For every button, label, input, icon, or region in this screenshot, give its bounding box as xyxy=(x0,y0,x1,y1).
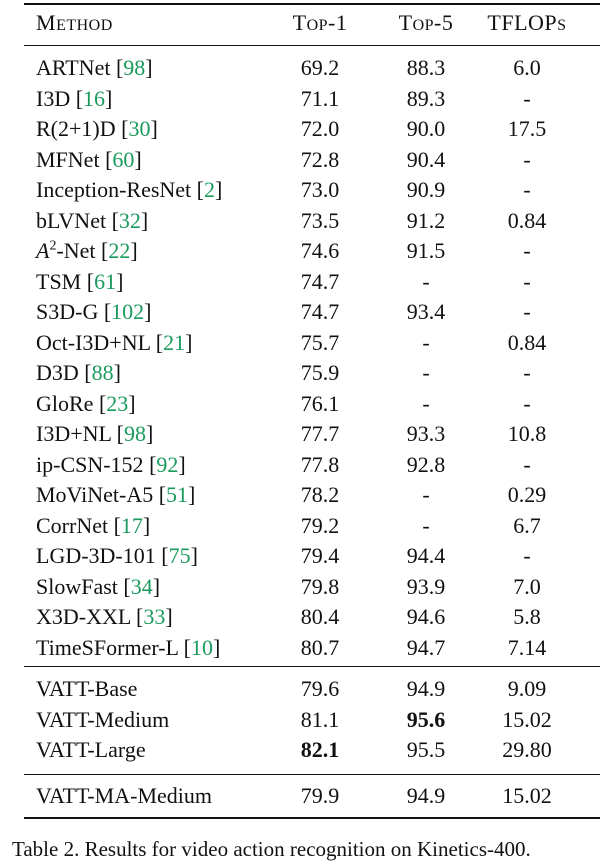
top1-cell: 79.9 xyxy=(300,783,340,808)
top5-cell: - xyxy=(422,329,430,355)
top1-cell: 79.8 xyxy=(300,573,340,599)
ref-close: ] xyxy=(178,451,186,477)
citation-ref: 23 xyxy=(106,390,129,416)
method-name: VATT-Base xyxy=(36,676,138,701)
tflops-cell: 0.29 xyxy=(507,482,547,507)
ref-close: ] xyxy=(140,207,149,233)
ref-open: [ xyxy=(150,329,164,355)
citation-ref: 16 xyxy=(83,85,106,111)
method-cell xyxy=(36,541,198,571)
top5-cell: - xyxy=(422,360,430,385)
tflops-cell: 0.84 xyxy=(507,207,547,233)
tflops-cell: - xyxy=(523,360,531,385)
top1-cell: 80.7 xyxy=(300,634,340,660)
top5-cell: 93.3 xyxy=(406,421,446,446)
group-rule-1 xyxy=(24,666,600,667)
top5-cell: 90.4 xyxy=(406,146,446,172)
top1-cell: 75.9 xyxy=(300,360,340,385)
method-cell xyxy=(36,53,153,83)
ref-open: [ xyxy=(155,543,169,568)
top1-cell: 81.1 xyxy=(300,706,340,732)
table-row xyxy=(24,358,600,388)
method-name: S3D-G xyxy=(36,299,99,324)
table-row xyxy=(24,419,600,449)
ref-close: ] xyxy=(134,146,142,172)
method-cell xyxy=(36,114,158,144)
method-name: VATT-MA-Medium xyxy=(36,783,213,808)
method-cell xyxy=(36,419,153,449)
top5-cell: 94.9 xyxy=(406,676,446,701)
method-name: Oct-I3D+NL xyxy=(36,329,151,355)
top5-cell: 94.4 xyxy=(406,543,446,568)
citation-ref: 92 xyxy=(156,451,179,477)
tflops-cell: 7.14 xyxy=(507,634,547,660)
top1-cell: 69.2 xyxy=(300,55,340,80)
citation-ref: 61 xyxy=(94,268,117,294)
tflops-cell: - xyxy=(523,146,531,172)
method-name: SlowFast xyxy=(36,573,118,599)
tflops-cell: 0.84 xyxy=(507,329,547,355)
tflops-cell: - xyxy=(523,177,531,202)
ref-close: ] xyxy=(128,390,136,416)
tflops-cell: 29.80 xyxy=(502,737,552,762)
ref-open: [ xyxy=(153,482,167,507)
top5-cell: - xyxy=(422,268,430,294)
top1-cell: 77.7 xyxy=(300,421,340,446)
tflops-cell: 7.0 xyxy=(513,573,541,599)
top1-cell: 80.4 xyxy=(300,604,340,629)
top1-cell: 79.2 xyxy=(300,512,340,538)
top5-cell: - xyxy=(422,390,430,416)
method-cell xyxy=(36,705,169,735)
ref-open: [ xyxy=(111,421,124,446)
top-rule xyxy=(24,3,600,5)
method-cell xyxy=(36,328,192,358)
method-name: R(2+1)D xyxy=(36,116,116,141)
method-name: TSM xyxy=(36,268,82,294)
ref-open: [ xyxy=(117,573,131,599)
citation-ref: 98 xyxy=(123,55,146,80)
method-cell xyxy=(36,236,138,266)
top5-cell: 92.8 xyxy=(406,451,446,477)
tflops-cell: - xyxy=(523,299,531,324)
citation-ref: 30 xyxy=(128,116,151,141)
citation-ref: 51 xyxy=(166,482,189,507)
ref-close: ] xyxy=(145,55,153,80)
ref-open: [ xyxy=(98,299,112,324)
top1-cell: 74.6 xyxy=(300,238,340,263)
table-row xyxy=(24,297,600,327)
citation-ref: 98 xyxy=(123,421,146,446)
header-top1: TOP-1 xyxy=(292,10,348,35)
ref-open: [ xyxy=(81,268,95,294)
top1-cell: 73.5 xyxy=(300,207,340,233)
top1-cell: 79.4 xyxy=(300,543,340,568)
ref-close: ] xyxy=(190,543,198,568)
method-name: MoViNet-A5 xyxy=(36,482,154,507)
method-cell xyxy=(36,206,148,236)
method-cell xyxy=(36,450,186,480)
top5-cell: 95.6 xyxy=(406,706,446,732)
citation-ref: 17 xyxy=(120,512,143,538)
ref-close: ] xyxy=(165,604,173,629)
tflops-cell: - xyxy=(523,268,531,294)
top5-cell: 90.9 xyxy=(406,177,446,202)
top1-cell: 77.8 xyxy=(300,451,340,477)
tflops-cell: - xyxy=(523,238,531,263)
ref-open: [ xyxy=(130,604,144,629)
tflops-cell: - xyxy=(523,85,531,111)
ref-close: ] xyxy=(188,482,196,507)
method-superscript: 2 xyxy=(49,238,57,254)
ref-close: ] xyxy=(130,238,138,263)
top5-cell: 91.2 xyxy=(406,207,446,233)
top1-cell: 76.1 xyxy=(300,390,340,416)
tflops-cell: 15.02 xyxy=(502,706,552,732)
tflops-cell: 10.8 xyxy=(507,421,547,446)
method-cell xyxy=(36,480,195,510)
ref-open: [ xyxy=(78,360,92,385)
tflops-cell: 9.09 xyxy=(507,676,547,701)
top1-cell: 82.1 xyxy=(300,737,340,762)
citation-ref: 2 xyxy=(204,177,215,202)
ref-open: [ xyxy=(108,512,121,538)
tflops-cell: 17.5 xyxy=(507,116,547,141)
method-name: LGD-3D-101 xyxy=(36,543,156,568)
table-row xyxy=(24,541,600,571)
table-row xyxy=(24,53,600,83)
method-cell xyxy=(36,572,160,602)
method-name: Inception-ResNet xyxy=(36,177,192,202)
top1-cell: 73.0 xyxy=(300,177,340,202)
method-cell xyxy=(36,674,137,704)
ref-open: [ xyxy=(143,451,157,477)
top5-cell: 95.5 xyxy=(406,737,446,762)
tflops-cell: 15.02 xyxy=(502,783,552,808)
ref-close: ] xyxy=(185,329,193,355)
citation-ref: 33 xyxy=(143,604,166,629)
method-name: CorrNet xyxy=(36,512,109,538)
table-row xyxy=(24,705,600,735)
ref-close: ] xyxy=(142,512,151,538)
method-cell xyxy=(36,175,222,205)
table-row xyxy=(24,267,600,297)
method-cell xyxy=(36,735,146,765)
method-cell xyxy=(36,358,121,388)
header-rule xyxy=(24,45,600,46)
method-cell xyxy=(36,511,150,541)
method-cell xyxy=(36,602,173,632)
method-cell xyxy=(36,389,136,419)
tflops-cell: - xyxy=(523,390,531,416)
method-name: I3D xyxy=(36,85,71,111)
citation-ref: 88 xyxy=(91,360,114,385)
header-top5: TOP-5 xyxy=(398,10,454,35)
ref-open: [ xyxy=(178,634,191,660)
citation-ref: 60 xyxy=(112,146,135,172)
ref-close: ] xyxy=(150,116,158,141)
table-row xyxy=(24,206,600,236)
method-cell xyxy=(36,84,112,114)
tflops-cell: 6.0 xyxy=(513,55,541,80)
citation-ref: 34 xyxy=(130,573,153,599)
table-caption: Table 2. Results for video action recognition on Kinetics-400. xyxy=(12,837,531,861)
top5-cell: 91.5 xyxy=(406,238,446,263)
table-row xyxy=(24,84,600,114)
ref-open: [ xyxy=(191,177,204,202)
citation-ref: 10 xyxy=(191,634,213,660)
tflops-cell: - xyxy=(523,451,531,477)
tflops-cell: - xyxy=(523,543,531,568)
top5-cell: 89.3 xyxy=(406,85,446,111)
ref-close: ] xyxy=(116,268,124,294)
method-cell xyxy=(36,145,142,175)
ref-open: [ xyxy=(70,85,84,111)
ref-open: [ xyxy=(95,238,109,263)
table-row xyxy=(24,236,600,266)
top5-cell: - xyxy=(422,482,430,507)
table-row xyxy=(24,602,600,632)
top1-cell: 71.1 xyxy=(300,85,340,111)
ref-close: ] xyxy=(215,177,223,202)
ref-close: ] xyxy=(213,634,221,660)
method-name: ARTNet xyxy=(36,55,111,80)
top5-cell: 90.0 xyxy=(406,116,446,141)
top5-cell: - xyxy=(422,512,430,538)
top1-cell: 74.7 xyxy=(300,268,340,294)
method-cell xyxy=(36,267,123,297)
citation-ref: 22 xyxy=(108,238,131,263)
top5-cell: 94.6 xyxy=(406,604,446,629)
top1-cell: 72.0 xyxy=(300,116,340,141)
table-row xyxy=(24,511,600,541)
table-row xyxy=(24,480,600,510)
top5-cell: 88.3 xyxy=(406,55,446,80)
ref-close: ] xyxy=(105,85,113,111)
method-cell xyxy=(36,297,152,327)
table-row xyxy=(24,450,600,480)
top5-cell: 93.4 xyxy=(406,299,446,324)
method-name: GloRe xyxy=(36,390,94,416)
method-name: -Net xyxy=(56,238,96,263)
ref-open: [ xyxy=(110,55,124,80)
tflops-cell: 6.7 xyxy=(513,512,541,538)
top5-cell: 94.7 xyxy=(406,634,446,660)
top1-cell: 78.2 xyxy=(300,482,340,507)
ref-close: ] xyxy=(144,299,152,324)
header-method: METHOD xyxy=(36,10,113,35)
ref-open: [ xyxy=(99,146,113,172)
method-name: VATT-Large xyxy=(36,737,146,762)
method-cell xyxy=(36,633,220,663)
header-tflops: TFLOPS xyxy=(487,10,567,35)
table-row xyxy=(24,781,600,811)
method-name: bLVNet xyxy=(36,207,107,233)
table-row xyxy=(24,674,600,704)
table-header xyxy=(24,8,600,38)
ref-open: [ xyxy=(106,207,119,233)
top1-cell: 75.7 xyxy=(300,329,340,355)
tflops-cell: 5.8 xyxy=(513,604,541,629)
top1-cell: 72.8 xyxy=(300,146,340,172)
method-name: TimeSFormer-L xyxy=(36,634,179,660)
top5-cell: 93.9 xyxy=(406,573,446,599)
method-name: I3D+NL xyxy=(36,421,112,446)
ref-open: [ xyxy=(115,116,129,141)
citation-ref: 102 xyxy=(111,299,145,324)
table-row xyxy=(24,175,600,205)
ref-close: ] xyxy=(152,573,161,599)
top5-cell: 94.9 xyxy=(406,783,446,808)
table-row xyxy=(24,633,600,663)
method-name: X3D-XXL xyxy=(36,604,131,629)
citation-ref: 21 xyxy=(163,329,186,355)
ref-open: [ xyxy=(93,390,107,416)
group-rule-2 xyxy=(24,774,600,775)
citation-ref: 75 xyxy=(168,543,191,568)
table-row xyxy=(24,328,600,358)
citation-ref: 32 xyxy=(118,207,141,233)
ref-close: ] xyxy=(113,360,121,385)
top1-cell: 74.7 xyxy=(300,299,340,324)
bottom-rule xyxy=(24,817,600,819)
top1-cell: 79.6 xyxy=(300,676,340,701)
table-row xyxy=(24,145,600,175)
ref-close: ] xyxy=(145,421,154,446)
method-cell xyxy=(36,781,212,811)
method-name: ip-CSN-152 xyxy=(36,451,144,477)
method-name: VATT-Medium xyxy=(36,706,170,732)
method-math: A xyxy=(36,238,50,263)
method-name: MFNet xyxy=(36,146,100,172)
table-row xyxy=(24,735,600,765)
table-row xyxy=(24,389,600,419)
table-row xyxy=(24,114,600,144)
method-name: D3D xyxy=(36,360,79,385)
table-row xyxy=(24,572,600,602)
